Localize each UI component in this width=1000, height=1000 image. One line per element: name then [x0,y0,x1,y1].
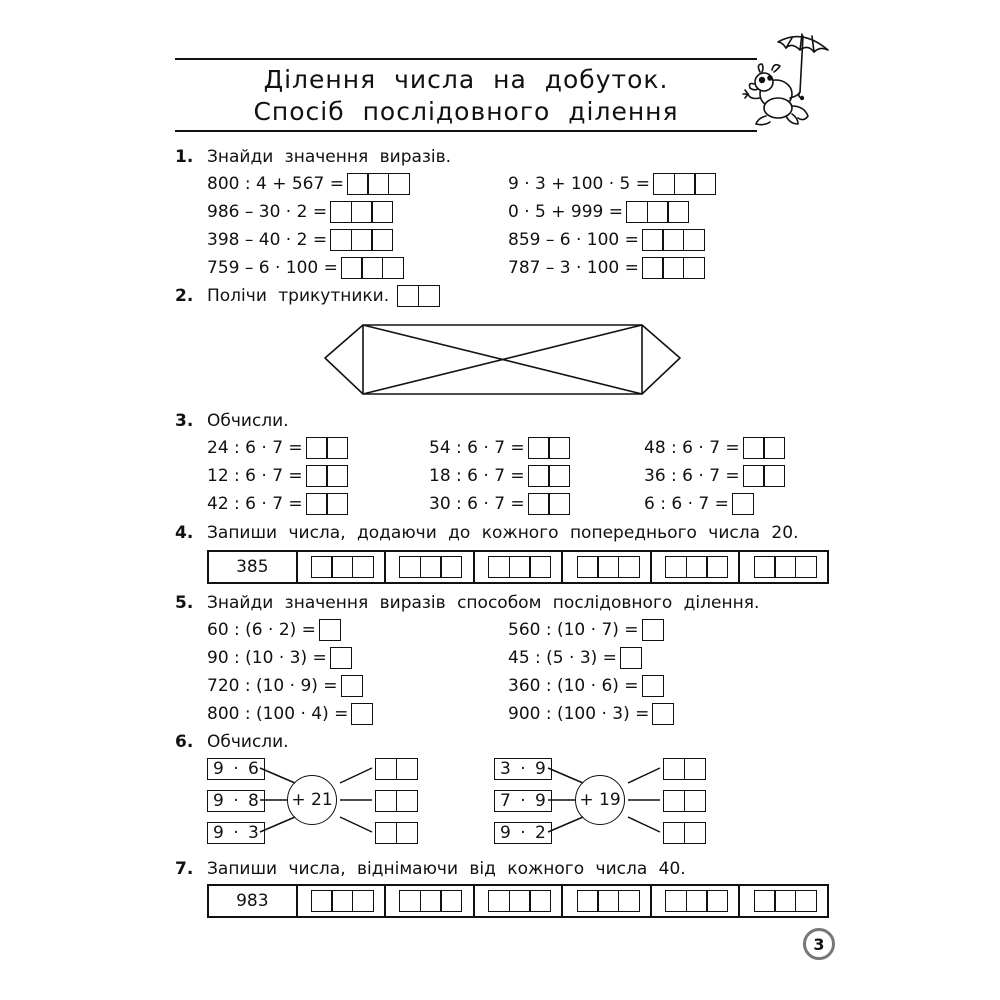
expression-text: 720 : (10 · 9) = [207,676,338,696]
answer-boxes[interactable] [665,556,728,578]
expression-text: 24 : 6 · 7 = [207,438,303,458]
task-6-text: Обчисли. [207,732,289,752]
expression-text: 60 : (6 · 2) = [207,620,316,640]
answer-boxes[interactable] [341,675,363,697]
umbrella-creature-illustration [740,28,832,138]
sequence-cell [650,552,739,582]
task-6-number: 6. [175,732,194,752]
task-1-expression [207,201,393,223]
task-3-expression [207,465,348,487]
task-2-number: 2. [175,286,194,306]
triangles-figure [320,320,686,400]
task-4-text: Запиши числа, додаючи до кожного попереднього числа 20. [207,523,799,543]
answer-boxes[interactable] [311,556,374,578]
page-title-line2: Спосіб послідовного ділення [253,97,679,126]
sequence-cell [296,886,385,916]
sequence-start-cell: 983 [236,891,269,911]
answer-boxes[interactable] [319,619,341,641]
expression-text: 859 – 6 · 100 = [508,230,639,250]
answer-boxes[interactable] [488,556,551,578]
expression-text: 48 : 6 · 7 = [644,438,740,458]
task-1-expression [508,201,689,223]
sequence-cell [473,552,562,582]
answer-boxes[interactable] [488,890,551,912]
answer-boxes[interactable] [642,229,705,251]
task-5-expression [207,647,352,669]
answer-boxes[interactable] [528,465,571,487]
task-2-line [207,285,440,307]
task-5-text: Знайди значення виразів способом послідовного ділення. [207,593,760,613]
task-6-output [660,790,706,816]
answer-boxes[interactable] [577,556,640,578]
task-3-expression [207,437,348,459]
answer-boxes[interactable] [754,890,817,912]
expression-text: 6 : 6 · 7 = [644,494,729,514]
task-1-text: Знайди значення виразів. [207,147,452,167]
task-6-input-frame: 9 · 2 [494,822,552,844]
sequence-cell [561,886,650,916]
answer-boxes[interactable] [754,556,817,578]
task-6-output [372,822,418,848]
task-3-number: 3. [175,411,194,431]
task-1-expression [508,173,716,195]
sequence-cell [384,886,473,916]
task-1-expression [207,229,393,251]
expression-text: 9 · 3 + 100 · 5 = [508,174,651,194]
task-3-expression [429,493,570,515]
expression-text: 787 – 3 · 100 = [508,258,639,278]
task-4-sequence-table [207,550,829,584]
task-7-text: Запиши числа, віднімаючи від кожного числа 40. [207,859,686,879]
expression-text: 560 : (10 · 7) = [508,620,639,640]
task-1-expression [207,173,410,195]
task-6-output [372,790,418,816]
task-3-expression [644,465,785,487]
sequence-cell [561,552,650,582]
answer-boxes[interactable] [663,790,706,812]
task-3-expression [207,493,348,515]
sequence-cell [296,552,385,582]
header-rule-bottom [175,130,757,132]
answer-boxes[interactable] [528,437,571,459]
sequence-start-cell: 385 [236,557,269,577]
answer-boxes[interactable] [375,822,418,844]
task-6-output [660,758,706,784]
task-4-number: 4. [175,523,194,543]
answer-boxes[interactable] [330,647,352,669]
expression-text: 398 – 40 · 2 = [207,230,328,250]
task-6-input-frame: 3 · 9 [494,758,552,780]
answer-boxes[interactable] [653,173,716,195]
answer-boxes[interactable] [642,257,705,279]
task-5-expression [207,619,341,641]
expression-text: 800 : (100 · 4) = [207,704,349,724]
sequence-cell [738,552,827,582]
task-6-input-frame: 9 · 6 [207,758,265,780]
expression-text: 800 : 4 + 567 = [207,174,344,194]
answer-boxes[interactable] [642,619,664,641]
task-6-input-frame: 7 · 9 [494,790,552,812]
answer-boxes[interactable] [351,703,373,725]
answer-boxes[interactable] [732,493,754,515]
answer-boxes[interactable] [375,758,418,780]
answer-boxes[interactable] [375,790,418,812]
expression-text: 759 – 6 · 100 = [207,258,338,278]
page-number: 3 [803,928,835,960]
task-1-expression [508,257,705,279]
task-6-output [372,758,418,784]
answer-boxes[interactable] [620,647,642,669]
answer-boxes[interactable] [743,465,786,487]
expression-text: 54 : 6 · 7 = [429,438,525,458]
expression-text: 360 : (10 · 6) = [508,676,639,696]
sequence-cell [384,552,473,582]
task-5-expression [508,647,642,669]
answer-boxes[interactable] [399,556,462,578]
expression-text: 45 : (5 · 3) = [508,648,617,668]
task-6-input-frame: 9 · 8 [207,790,265,812]
task-7-sequence-table [207,884,829,918]
header-rule-top [175,58,757,60]
answer-boxes[interactable] [652,703,674,725]
task-5-number: 5. [175,593,194,613]
expression-text: 42 : 6 · 7 = [207,494,303,514]
answer-boxes[interactable] [399,890,462,912]
task-6-output [660,822,706,848]
task-5-expression [207,703,373,725]
expression-text: 90 : (10 · 3) = [207,648,327,668]
task-6-operation-circle: + 19 [575,775,625,825]
answer-boxes[interactable] [341,257,404,279]
task-5-expression [508,703,674,725]
sequence-cell [738,886,827,916]
expression-text: 900 : (100 · 3) = [508,704,650,724]
task-1-number: 1. [175,147,194,167]
expression-text: 36 : 6 · 7 = [644,466,740,486]
task-1-expression [508,229,705,251]
task-3-text: Обчисли. [207,411,289,431]
sequence-cell [650,886,739,916]
task-1-expression [207,257,404,279]
expression-text: 986 – 30 · 2 = [207,202,328,222]
answer-boxes[interactable] [306,437,349,459]
answer-boxes[interactable] [642,675,664,697]
page-title-line1: Ділення числа на добуток. [263,65,669,94]
task-5-expression [508,675,664,697]
answer-boxes[interactable] [577,890,640,912]
answer-boxes[interactable] [397,285,440,307]
answer-boxes[interactable] [311,890,374,912]
task-3-expression [644,493,754,515]
task-3-expression [644,437,785,459]
task-6-input-frame: 9 · 3 [207,822,265,844]
task-2-text: Полічи трикутники. [207,286,390,306]
expression-text: 0 · 5 + 999 = [508,202,623,222]
task-3-expression [429,465,570,487]
answer-boxes[interactable] [626,201,689,223]
expression-text: 18 : 6 · 7 = [429,466,525,486]
answer-boxes[interactable] [347,173,410,195]
answer-boxes[interactable] [306,465,349,487]
answer-boxes[interactable] [330,229,393,251]
task-5-expression [207,675,363,697]
sequence-cell [473,886,562,916]
answer-boxes[interactable] [306,493,349,515]
answer-boxes[interactable] [743,437,786,459]
task-5-expression [508,619,664,641]
answer-boxes[interactable] [663,822,706,844]
task-7-number: 7. [175,859,194,879]
answer-boxes[interactable] [665,890,728,912]
task-3-expression [429,437,570,459]
answer-boxes[interactable] [528,493,571,515]
expression-text: 30 : 6 · 7 = [429,494,525,514]
answer-boxes[interactable] [330,201,393,223]
answer-boxes[interactable] [663,758,706,780]
task-6-operation-circle: + 21 [287,775,337,825]
expression-text: 12 : 6 · 7 = [207,466,303,486]
